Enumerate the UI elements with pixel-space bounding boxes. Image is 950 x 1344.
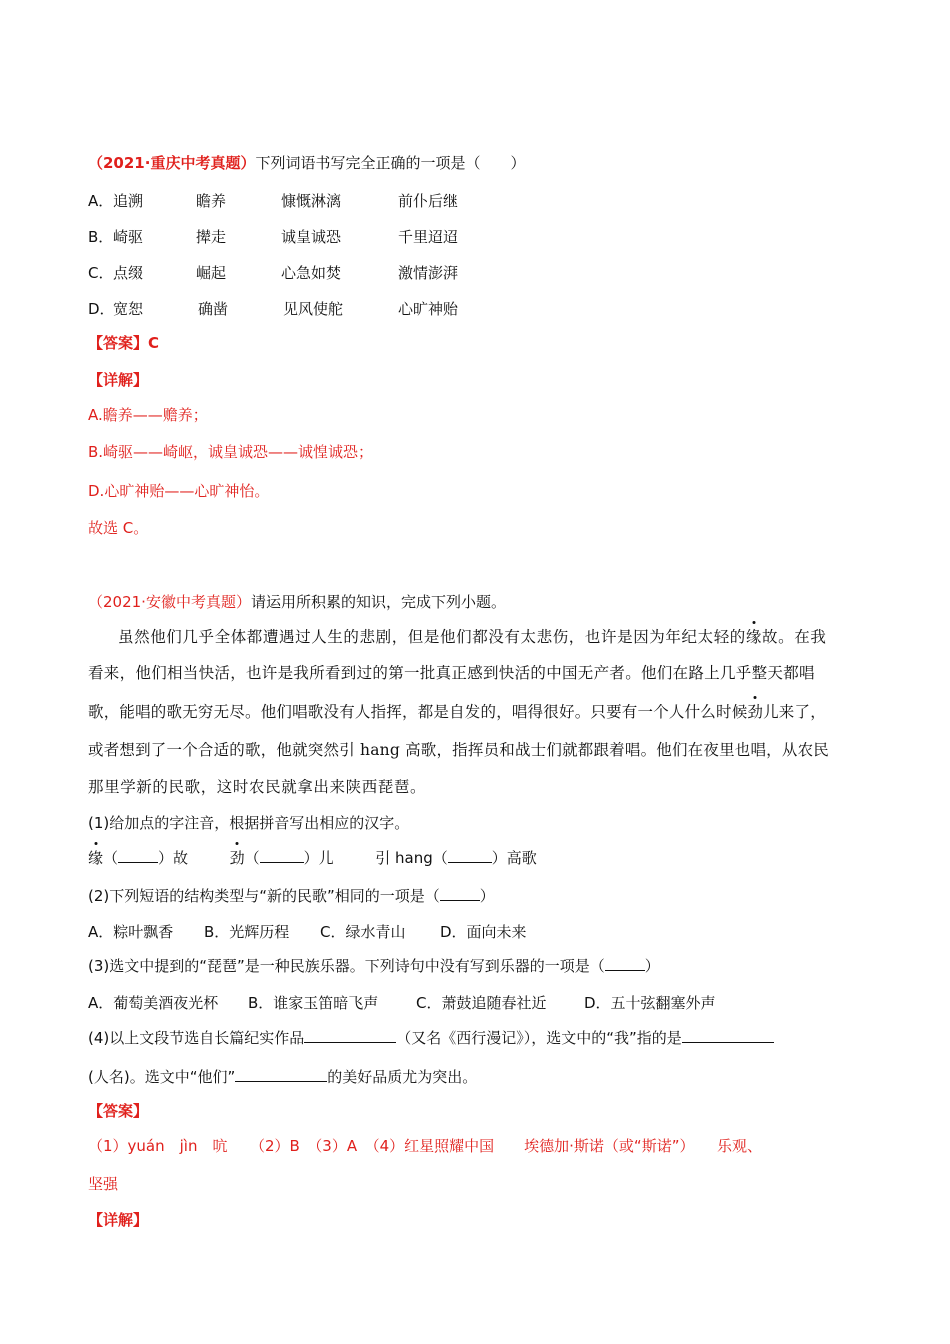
sub3-option: C．萧鼓追随春社近 [416, 994, 547, 1012]
emphasis-dot-char: 缘 [88, 849, 104, 867]
answer-blank[interactable] [682, 1028, 774, 1043]
q1-option-a-word: 追溯 [113, 192, 144, 210]
q1-answer-value: C [148, 334, 160, 352]
q2-stem-line [88, 592, 506, 612]
sub1-items: 缘（ ）故 劲（ ）儿 引 hang（ ）高歌 [88, 849, 537, 867]
q1-option-c-word: 激情澎湃 [398, 264, 459, 282]
passage-line: 那里学新的民歌，这时农民就拿出来陕西琵琶。 [88, 778, 427, 796]
q1-source: （2021·重庆中考真题） [88, 154, 256, 172]
answer-blank[interactable] [235, 1067, 327, 1082]
sub2-prompt: (2)下列短语的结构类型与“新的民歌”相同的一项是（ ） [88, 887, 495, 905]
q1-stem: 下列词语书写完全正确的一项是（ ） [255, 154, 526, 172]
emphasis-dot-char: 劲 [747, 703, 764, 721]
q2-answer-line: （1）yuán jìn 吭 （2）B （3）A （4）红星照耀中国 埃德加·斯诺（或“斯诺”） 乐观、 [88, 1137, 762, 1155]
sub4-line1: (4)以上文段节选自长篇纪实作品 （又名《西行漫记》），选文中的“我”指的是 [88, 1028, 774, 1048]
answer-blank[interactable] [448, 848, 492, 863]
sub2-option: A．粽叶飘香 [88, 923, 174, 941]
q2-answer-line: 坚强 [88, 1175, 119, 1193]
q1-option-d-word: 心旷神贻 [398, 300, 459, 318]
q1-option-c-label: C． [88, 264, 114, 282]
sub3-option: D．五十弦翻塞外声 [584, 994, 716, 1012]
answer-blank[interactable] [440, 886, 480, 901]
q1-option-b-word: 诚皇诚恐 [281, 228, 342, 246]
q1-option-d-word: 确凿 [198, 300, 229, 318]
q1-option-d-word: 见风使舵 [283, 300, 344, 318]
q1-explain-label: 【详解】 [88, 371, 149, 389]
q1-option-a-word: 前仆后继 [398, 192, 459, 210]
q1-option-b-word: 千里迢迢 [398, 228, 459, 246]
q1-answer [88, 333, 159, 353]
passage-line: 歌，能唱的歌无穷无尽。他们唱歌没有人指挥，都是自发的，唱得很好。只要有一个人什么时候劲儿来了， [88, 703, 826, 721]
q1-option-c-word: 心急如焚 [281, 264, 342, 282]
sub3-prompt: (3)选文中提到的“琵琶”是一种民族乐器。下列诗句中没有写到乐器的一项是（ ） [88, 957, 660, 975]
q1-option-d-label: D． [88, 300, 115, 318]
sub3-option: B．谁家玉笛暗飞声 [248, 994, 379, 1012]
q1-option-c-word: 点缀 [113, 264, 144, 282]
q1-answer-label: 【答案】 [88, 334, 149, 352]
q1-option-a-label: A． [88, 192, 114, 210]
passage-line: 或者想到了一个合适的歌，他就突然引 hang 高歌，指挥员和战士们就都跟着唱。他们在夜里也唱，从农民 [88, 741, 829, 759]
q1-explain-line: A.瞻养——赡养； [88, 406, 208, 424]
q2-answer-label: 【答案】 [88, 1102, 149, 1120]
answer-blank[interactable] [605, 956, 645, 971]
sub2-option: B．光辉历程 [204, 923, 290, 941]
q1-option-b-label: B． [88, 228, 114, 246]
q1-option-d-word: 宽恕 [113, 300, 144, 318]
q1-option-a-word: 慷慨淋漓 [281, 192, 342, 210]
q1-explain-line: B.崎驱——崎岖，诚皇诚恐——诚惶诚恐； [88, 443, 374, 461]
emphasis-dot-char: 劲 [229, 849, 245, 867]
sub2-option: C．绿水青山 [320, 923, 406, 941]
q1-stem-line [88, 153, 525, 173]
answer-blank[interactable] [260, 848, 304, 863]
answer-blank[interactable] [304, 1028, 396, 1043]
q1-option-c-word: 崛起 [196, 264, 227, 282]
q1-explain-line: D.心旷神贻——心旷神怡。 [88, 482, 270, 500]
q1-explain-line: 故选 C。 [88, 519, 149, 537]
sub1-prompt: (1)给加点的字注音，根据拼音写出相应的汉字。 [88, 814, 410, 832]
emphasis-dot-char: 缘 [745, 628, 763, 646]
answer-blank[interactable] [118, 848, 158, 863]
sub2-option: D．面向未来 [440, 923, 527, 941]
passage-line: 虽然他们几乎全体都遭遇过人生的悲剧，但是他们都没有太悲伤，也许是因为年纪太轻的缘故。在我 [118, 628, 827, 646]
q2-stem: 请运用所积累的知识，完成下列小题。 [250, 593, 506, 611]
sub3-option: A．葡萄美酒夜光杯 [88, 994, 219, 1012]
q1-option-b-word: 撵走 [196, 228, 227, 246]
q2-source: （2021·安徽中考真题） [88, 593, 251, 611]
q1-option-a-word: 瞻养 [196, 192, 227, 210]
q2-explain-label: 【详解】 [88, 1211, 149, 1229]
q1-option-b-word: 崎驱 [113, 228, 144, 246]
passage-line: 看来，他们相当快活，也许是我所看到过的第一批真正感到快活的中国无产者。他们在路上几乎整天都唱 [88, 664, 815, 682]
sub4-line2: (人名)。选文中“他们” 的美好品质尤为突出。 [88, 1068, 478, 1086]
